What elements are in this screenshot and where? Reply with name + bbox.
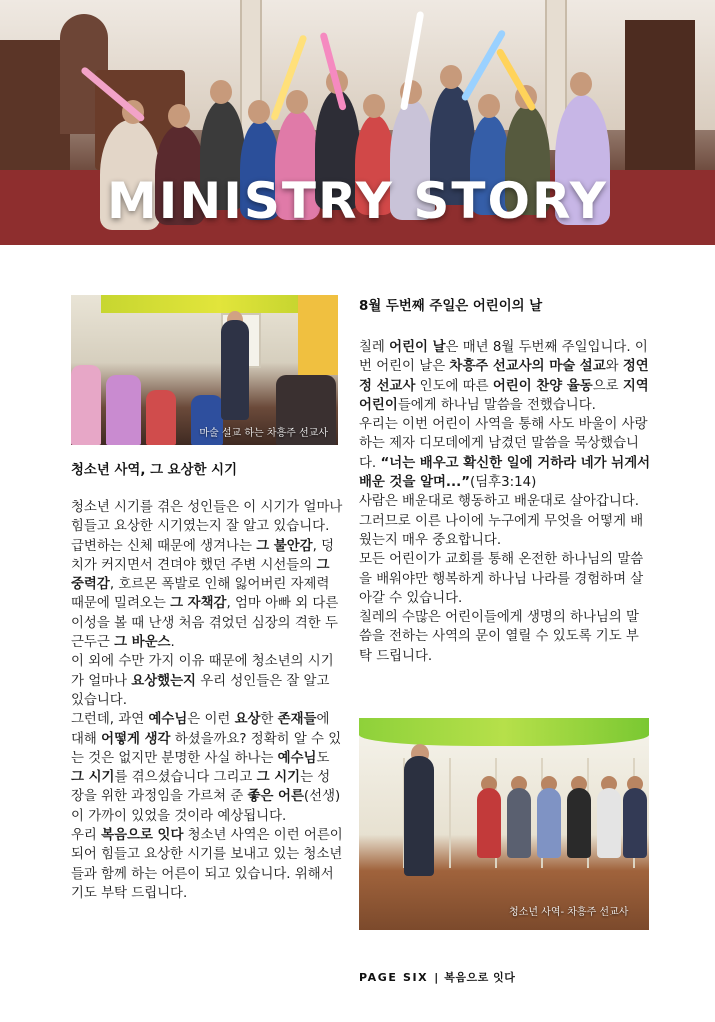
emphasis-text: 좋은 어른 [247, 789, 304, 805]
body-text: 칠레 [359, 340, 390, 355]
body-text: 하셨을까요? 정확히 알 수 있는 것은 없지만 분명한 사실 하나는 [71, 731, 342, 766]
body-text: 인도에 따른 [415, 378, 493, 394]
group-of-children [100, 30, 620, 190]
emphasis-text: 차흥주 선교사의 마술 설교 [449, 359, 606, 375]
emphasis-text: 그 시기 [71, 770, 115, 786]
emphasis-text: 어린이 날 [389, 340, 446, 355]
paragraph [359, 492, 651, 550]
emphasis-text: 그 자책감 [170, 596, 227, 612]
missionary-figure [404, 756, 434, 876]
paragraph [71, 537, 343, 653]
body-text: . [170, 635, 175, 651]
emphasis-text: 요상했는지 [131, 673, 196, 689]
body-text: (선생)이 가까이 있었을 것이라 예상됩니다. [71, 789, 341, 824]
paragraph [359, 415, 651, 492]
photo-magic-sermon [71, 295, 338, 445]
body-text: 모든 어린이가 교회를 통해 온전한 하나님의 말씀을 배워야만 행복하게 하나님 나라를 경험하며 살아갈 수 있습니다. [359, 552, 644, 606]
body-text: , 엄마 아빠 외 다른 이성을 볼 때 난생 처음 겪었던 심장의 격한 두근두근 [71, 596, 339, 651]
body-text: 에 대해 [71, 712, 330, 747]
body-text: 는 성장을 위한 과정임을 가르쳐 준 [71, 770, 331, 805]
emphasis-text: 예수님 [148, 712, 188, 728]
hero-banner [0, 0, 715, 245]
emphasis-text: 존재들 [277, 712, 317, 728]
photo-youth-ministry [359, 718, 649, 930]
body-text: 우리는 이번 어린이 사역을 통해 사도 바울이 사랑하는 제자 디모데에게 남겼던 말씀을 묵상했습니다. [359, 417, 648, 471]
body-text: , 호르몬 폭발로 인해 잃어버린 자제력 때문에 밀려오는 [71, 577, 330, 612]
body-text: 우리 성인들은 잘 알고 있습니다. [71, 673, 330, 708]
body-text: 급변하는 신체 때문에 생겨나는 [71, 538, 257, 554]
missionary-figure [221, 320, 249, 420]
emphasis-text: 정연정 선교사 [359, 359, 649, 394]
body-text: 우리 [71, 828, 102, 844]
emphasis-text: 그 중력감 [71, 557, 330, 593]
emphasis-text: 어떻게 생각 [101, 731, 171, 747]
body-text: 은 이런 [187, 712, 235, 728]
body-text: 를 겪으셨습니다 그리고 [114, 770, 257, 786]
body-text: 은 매년 8월 두번째 주일입니다. 이번 어린이 날은 [359, 340, 648, 375]
body-text: 으로 [592, 378, 623, 394]
section-heading-childrens-day: 8월 두번째 주일은 어린이의 날 [359, 299, 543, 314]
body-text: 들에게 하나님 말씀을 전했습니다. [397, 397, 596, 413]
paragraph [71, 652, 343, 710]
paragraph [359, 338, 651, 415]
paragraph [359, 550, 651, 608]
emphasis-text: 어린이 찬양 율동 [492, 378, 593, 394]
emphasis-text: 예수님 [277, 750, 317, 766]
body-text: , 덩치가 커지면서 견뎌야 했던 주변 시선들의 [71, 538, 335, 573]
wooden-cabinet [625, 20, 695, 170]
body-text: 사람은 배운대로 행동하고 배운대로 살아갑니다. 그러므로 이른 나이에 누구에게 무엇을 어떻게 배웠는지 매우 중요합니다. [359, 494, 644, 548]
page-footer [359, 969, 515, 985]
photo-caption: 마술 설교 하는 차흥주 선교사 [199, 428, 328, 439]
body-text: 이 외에 수만 가지 이유 때문에 청소년의 시기가 얼마나 [71, 654, 334, 689]
paragraph [71, 498, 343, 537]
publication-name: 복음으로 잇다 [444, 971, 516, 984]
body-text: 와 [605, 359, 623, 375]
body-text: 청소년 사역은 이런 어른이 되어 힘들고 요상한 시기를 보내고 있는 청소년들과 함께 하는 어른이 되고 있습니다. 위해서 기도 부탁 드립니다. [71, 828, 343, 901]
emphasis-text: “너는 배우고 확신한 일에 거하라 네가 뉘게서 배운 것을 알며...” [359, 455, 651, 491]
paragraph [71, 826, 343, 903]
body-text: 청소년 시기를 겪은 성인들은 이 시기가 얼마나 힘들고 요상한 시기였는지 잘 알고 있습니다. [71, 500, 343, 535]
emphasis-text: 지역 어린이 [359, 378, 649, 413]
photo-caption: 청소년 사역- 차흥주 선교사 [509, 907, 629, 918]
emphasis-text: 복음으로 잇다 [101, 828, 184, 844]
page-title: MINISTRY STORY [107, 172, 608, 230]
body-text: 한 [260, 712, 278, 728]
emphasis-text: 그 불안감 [256, 538, 313, 554]
paragraph [359, 608, 651, 666]
body-text: 그런데, 과연 [71, 712, 149, 728]
emphasis-text: 그 시기 [256, 770, 301, 786]
paragraph [71, 710, 343, 826]
youth-ministry-body [71, 498, 343, 903]
childrens-day-body [359, 338, 651, 666]
body-text: (딤후3:14) [470, 475, 537, 491]
emphasis-text: 그 바운스 [114, 635, 171, 651]
body-text: 도 [316, 750, 330, 766]
page-label: PAGE SIX [359, 971, 429, 984]
section-heading-youth: 청소년 사역, 그 요상한 시기 [71, 463, 238, 478]
body-text: 칠레의 수많은 어린이들에게 생명의 하나님의 말씀을 전하는 사역의 문이 열릴 수 있도록 기도 부탁 드립니다. [359, 610, 639, 664]
emphasis-text: 요상 [234, 712, 261, 728]
footer-separator: | [434, 971, 439, 984]
